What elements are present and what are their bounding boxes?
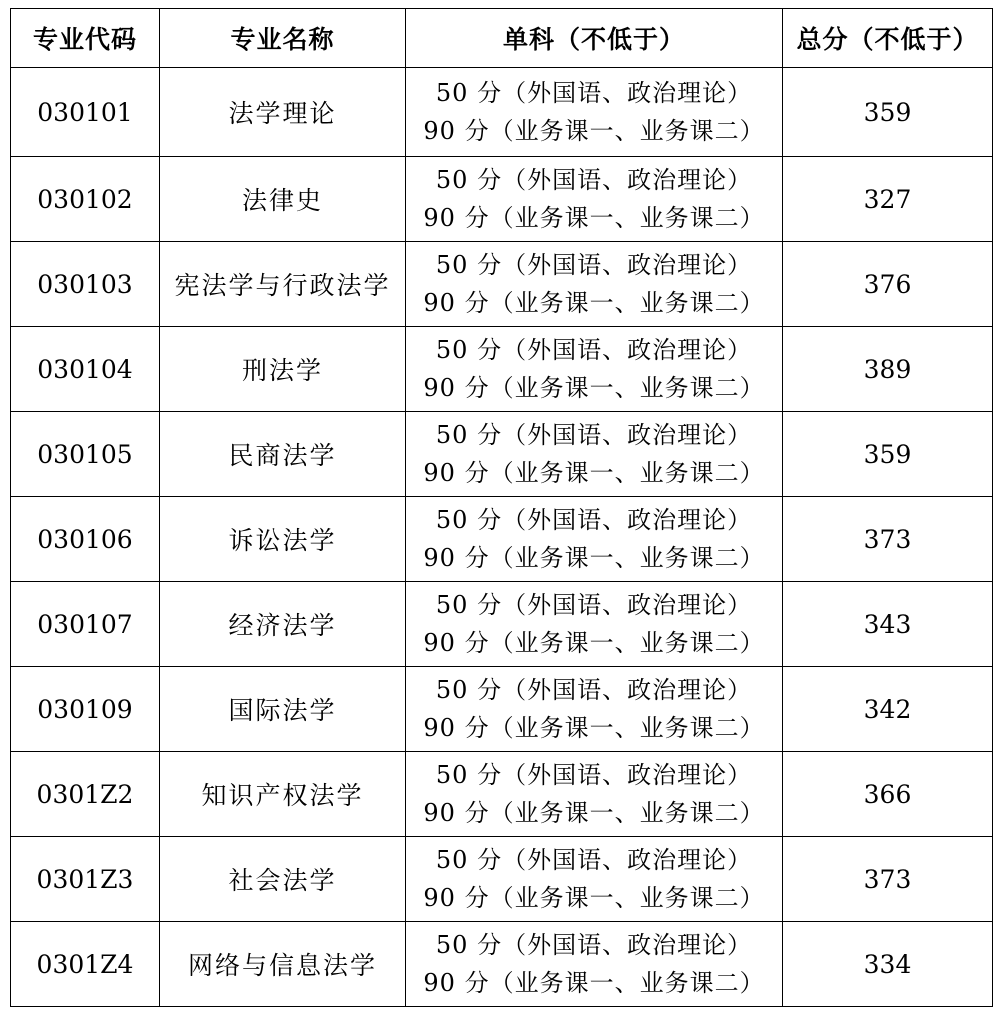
- single-requirement-line2: 90 分（业务课一、业务课二）: [423, 204, 765, 232]
- table-row: [11, 837, 993, 922]
- major-name: 知识产权法学: [160, 752, 406, 837]
- major-name: 诉讼法学: [160, 497, 406, 582]
- major-code: 0301Z3: [11, 837, 160, 922]
- header-row: [11, 9, 993, 68]
- single-subject-requirement: [406, 242, 783, 327]
- table-row: [11, 412, 993, 497]
- total-score: 327: [783, 157, 993, 242]
- major-code: 030109: [11, 667, 160, 752]
- single-requirement-line2: 90 分（业务课一、业务课二）: [423, 714, 765, 742]
- table-row: [11, 327, 993, 412]
- table-header: [11, 9, 993, 68]
- total-score: 376: [783, 242, 993, 327]
- major-name: 社会法学: [160, 837, 406, 922]
- total-score: 359: [783, 68, 993, 157]
- major-code: 0301Z2: [11, 752, 160, 837]
- single-requirement-line1: 50 分（外国语、政治理论）: [435, 421, 753, 449]
- single-subject-requirement: [406, 157, 783, 242]
- major-name: 刑法学: [160, 327, 406, 412]
- single-requirement-line2: 90 分（业务课一、业务课二）: [423, 289, 765, 317]
- total-score: 342: [783, 667, 993, 752]
- single-subject-requirement: [406, 497, 783, 582]
- major-name: 国际法学: [160, 667, 406, 752]
- single-requirement-line1: 50 分（外国语、政治理论）: [435, 931, 753, 959]
- table-body: [11, 68, 993, 1007]
- major-name: 经济法学: [160, 582, 406, 667]
- total-score: 366: [783, 752, 993, 837]
- major-name: 网络与信息法学: [160, 922, 406, 1007]
- total-score: 359: [783, 412, 993, 497]
- single-subject-requirement: [406, 68, 783, 157]
- single-requirement-line1: 50 分（外国语、政治理论）: [435, 79, 753, 107]
- single-subject-requirement: [406, 327, 783, 412]
- major-code: 030102: [11, 157, 160, 242]
- single-requirement-line2: 90 分（业务课一、业务课二）: [423, 459, 765, 487]
- single-subject-requirement: [406, 922, 783, 1007]
- header-single: 单科（不低于）: [406, 9, 783, 68]
- total-score: 343: [783, 582, 993, 667]
- single-requirement-line1: 50 分（外国语、政治理论）: [435, 761, 753, 789]
- single-requirement-line2: 90 分（业务课一、业务课二）: [423, 629, 765, 657]
- header-total: 总分（不低于）: [783, 9, 993, 68]
- major-code: 030104: [11, 327, 160, 412]
- table-row: [11, 68, 993, 157]
- single-requirement-line2: 90 分（业务课一、业务课二）: [423, 117, 765, 145]
- major-name: 法律史: [160, 157, 406, 242]
- single-requirement-line1: 50 分（外国语、政治理论）: [435, 336, 753, 364]
- single-requirement-line1: 50 分（外国语、政治理论）: [435, 676, 753, 704]
- total-score: 373: [783, 837, 993, 922]
- table-row: [11, 242, 993, 327]
- major-code: 030101: [11, 68, 160, 157]
- score-requirements-table: [10, 8, 993, 1007]
- table-row: [11, 157, 993, 242]
- total-score: 373: [783, 497, 993, 582]
- single-requirement-line1: 50 分（外国语、政治理论）: [435, 591, 753, 619]
- single-subject-requirement: [406, 752, 783, 837]
- single-subject-requirement: [406, 837, 783, 922]
- single-requirement-line1: 50 分（外国语、政治理论）: [435, 846, 753, 874]
- single-requirement-line2: 90 分（业务课一、业务课二）: [423, 544, 765, 572]
- single-requirement-line2: 90 分（业务课一、业务课二）: [423, 884, 765, 912]
- single-requirement-line1: 50 分（外国语、政治理论）: [435, 251, 753, 279]
- single-subject-requirement: [406, 582, 783, 667]
- table-row: [11, 497, 993, 582]
- major-name: 法学理论: [160, 68, 406, 157]
- single-subject-requirement: [406, 412, 783, 497]
- major-code: 030103: [11, 242, 160, 327]
- header-code: 专业代码: [11, 9, 160, 68]
- major-name: 民商法学: [160, 412, 406, 497]
- total-score: 334: [783, 922, 993, 1007]
- major-name: 宪法学与行政法学: [160, 242, 406, 327]
- major-code: 030107: [11, 582, 160, 667]
- single-subject-requirement: [406, 667, 783, 752]
- table-row: [11, 667, 993, 752]
- major-code: 0301Z4: [11, 922, 160, 1007]
- single-requirement-line1: 50 分（外国语、政治理论）: [435, 166, 753, 194]
- table-row: [11, 582, 993, 667]
- table-row: [11, 922, 993, 1007]
- header-name: 专业名称: [160, 9, 406, 68]
- total-score: 389: [783, 327, 993, 412]
- single-requirement-line2: 90 分（业务课一、业务课二）: [423, 799, 765, 827]
- single-requirement-line2: 90 分（业务课一、业务课二）: [423, 969, 765, 997]
- single-requirement-line1: 50 分（外国语、政治理论）: [435, 506, 753, 534]
- major-code: 030106: [11, 497, 160, 582]
- table-row: [11, 752, 993, 837]
- major-code: 030105: [11, 412, 160, 497]
- single-requirement-line2: 90 分（业务课一、业务课二）: [423, 374, 765, 402]
